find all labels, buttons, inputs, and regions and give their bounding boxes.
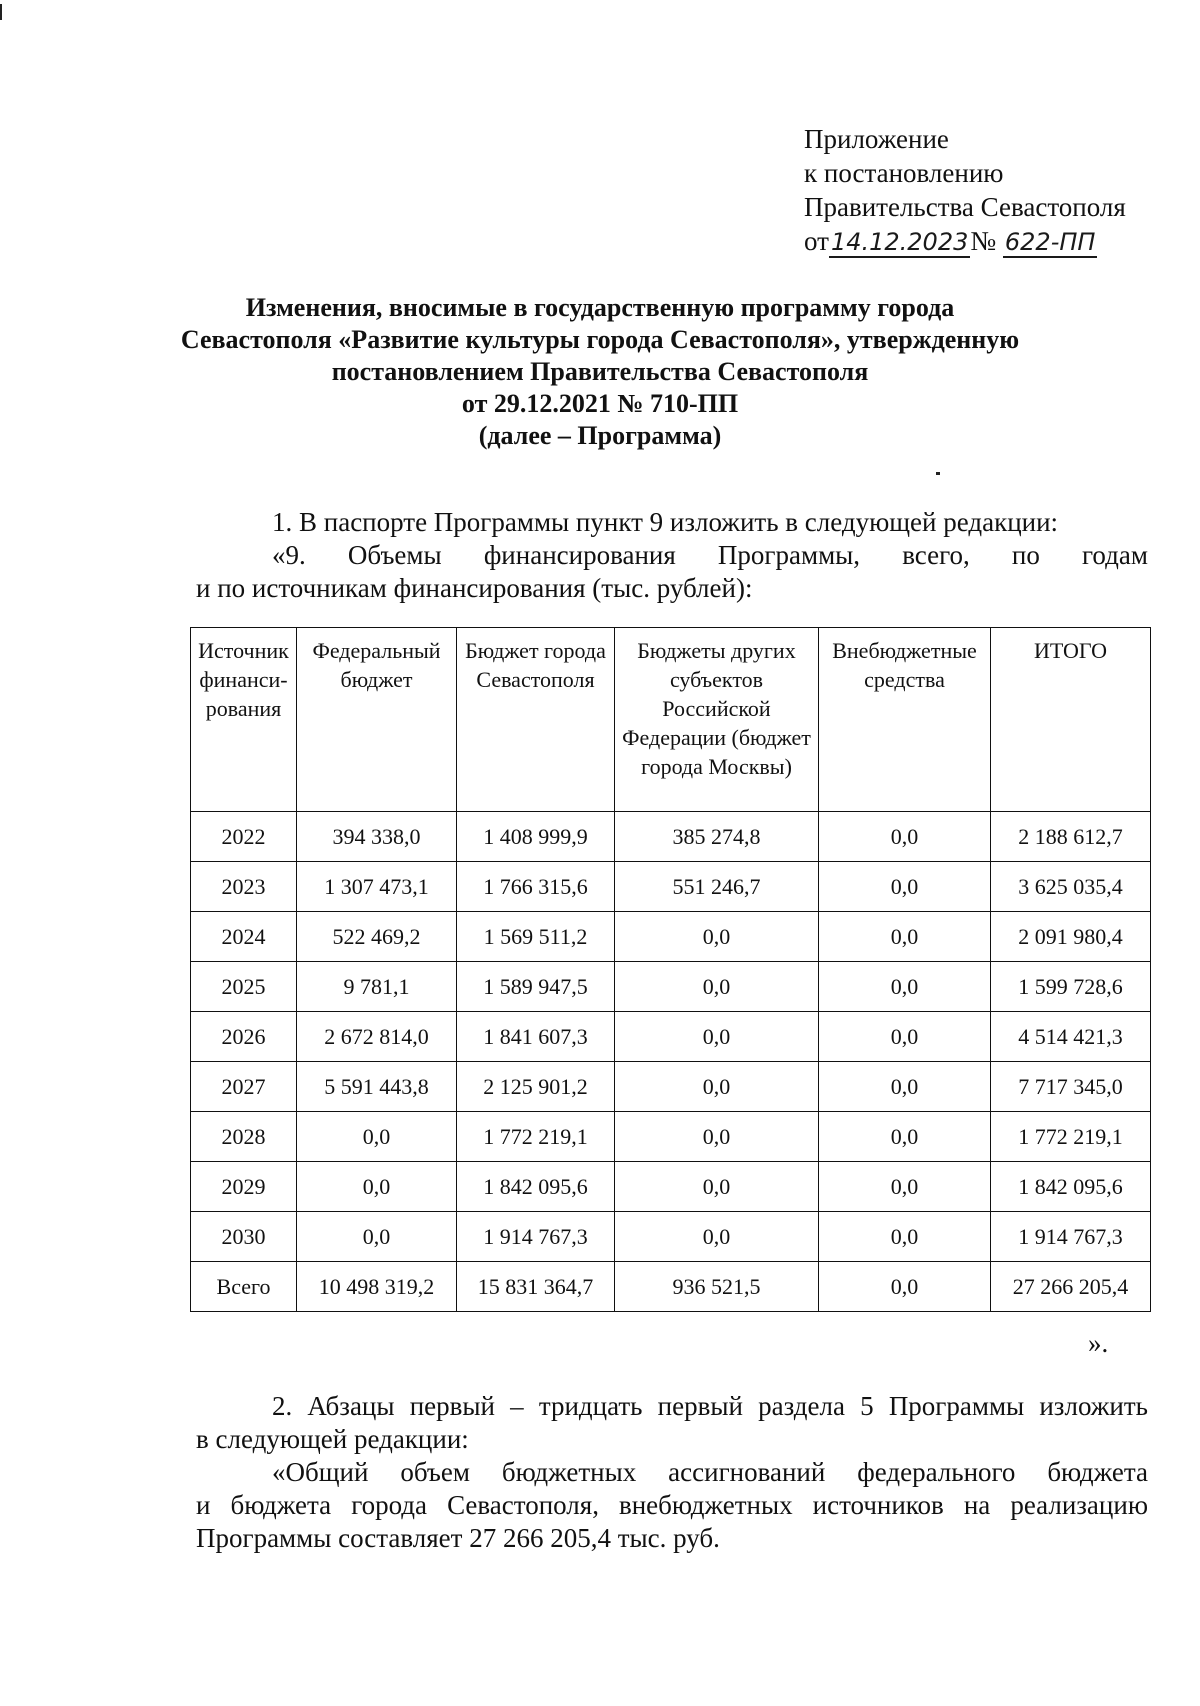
section1-word: финансирования (483, 540, 676, 570)
table-header-row (191, 628, 1151, 812)
header-total: ИТОГО (991, 628, 1151, 812)
table-row (191, 962, 1151, 1012)
cell-extra: 0,0 (819, 1112, 991, 1162)
cell-federal: 5 591 443,8 (297, 1062, 457, 1112)
cell-extra: 0,0 (819, 1162, 991, 1212)
section2-word: и (196, 1490, 211, 1520)
section2-word: «Общий (272, 1457, 369, 1487)
cell-extra: 0,0 (819, 1212, 991, 1262)
cell-federal: 0,0 (297, 1162, 457, 1212)
cell-city: 2 125 901,2 (457, 1062, 615, 1112)
cell-year: 2026 (191, 1012, 297, 1062)
appendix-line-2: к постановлению (804, 158, 1004, 188)
cell-other: 0,0 (615, 1112, 819, 1162)
date-prefix: от (804, 226, 829, 256)
header-federal: Федеральный бюджет (297, 628, 457, 812)
section2-word: бюджета (230, 1490, 332, 1520)
cell-total-label: Всего (191, 1262, 297, 1312)
table-row (191, 1162, 1151, 1212)
cell-other: 551 246,7 (615, 862, 819, 912)
table-row (191, 1062, 1151, 1112)
section1-word: по (1011, 540, 1040, 570)
section2-line-3 (272, 1456, 1148, 1488)
header-source: Источник финанси- рования (191, 628, 297, 812)
cell-total: 1 772 219,1 (991, 1112, 1151, 1162)
section1-word: всего, (902, 540, 970, 570)
section2-word: Программы (888, 1391, 1025, 1421)
cell-federal: 522 469,2 (297, 912, 457, 962)
section2-word: ассигнований (668, 1457, 826, 1487)
section2-word: 2. (272, 1391, 293, 1421)
cell-year: 2024 (191, 912, 297, 962)
section2-word: объем (400, 1457, 470, 1487)
cell-total: 1 914 767,3 (991, 1212, 1151, 1262)
section2-word: первый (657, 1391, 743, 1421)
cell-extra: 0,0 (819, 1062, 991, 1112)
cell-total: 7 717 345,0 (991, 1062, 1151, 1112)
cell-extra: 0,0 (819, 1012, 991, 1062)
appendix-line-3: Правительства Севастополя (804, 192, 1126, 222)
cell-federal: 2 672 814,0 (297, 1012, 457, 1062)
document-title (140, 292, 1060, 452)
cell-year: 2029 (191, 1162, 297, 1212)
section2-word: федерального (857, 1457, 1016, 1487)
cell-total: 2 091 980,4 (991, 912, 1151, 962)
scan-speck (936, 472, 940, 475)
section1-word: годам (1082, 540, 1148, 570)
table-row (191, 862, 1151, 912)
cell-other: 0,0 (615, 1162, 819, 1212)
section2-word: внебюджетных (618, 1490, 793, 1520)
section1-word: Программы, (717, 540, 861, 570)
cell-other: 0,0 (615, 1012, 819, 1062)
section1-word: «9. (272, 540, 306, 570)
cell-city: 1 842 095,6 (457, 1162, 615, 1212)
cell-other: 385 274,8 (615, 812, 819, 862)
cell-year: 2027 (191, 1062, 297, 1112)
cell-city: 1 766 315,6 (457, 862, 615, 912)
cell-extra: 0,0 (819, 912, 991, 962)
section2-word: 5 (860, 1391, 874, 1421)
cell-federal: 9 781,1 (297, 962, 457, 1012)
section2-word: Севастополя, (447, 1490, 599, 1520)
cell-year: 2023 (191, 862, 297, 912)
title-line-2: Севастополя «Развитие культуры города Севастополя», утвержденную (180, 325, 1020, 354)
section1-word: Объемы (347, 540, 442, 570)
appendix-line-1: Приложение (804, 124, 949, 154)
section2-word: источников (812, 1490, 944, 1520)
section2-word: изложить (1039, 1391, 1148, 1421)
section2-word: бюджета (1047, 1457, 1148, 1487)
financing-table (190, 627, 1151, 1312)
section2-word: Абзацы (307, 1391, 395, 1421)
cell-federal: 1 307 473,1 (297, 862, 457, 912)
cell-extra: 0,0 (819, 862, 991, 912)
section1-line-1: 1. В паспорте Программы пункт 9 изложить в следующей редакции: (272, 507, 1059, 537)
cell-city: 1 589 947,5 (457, 962, 615, 1012)
cell-federal: 0,0 (297, 1212, 457, 1262)
header-other-subjects: Бюджеты других субъектов Российской Федерации (бюджет города Москвы) (615, 628, 819, 812)
cell-year: 2022 (191, 812, 297, 862)
cell-other: 0,0 (615, 1212, 819, 1262)
cell-total: 1 599 728,6 (991, 962, 1151, 1012)
section1-line-3: и по источникам финансирования (тыс. рублей): (196, 573, 753, 603)
section2-line-5: Программы составляет 27 266 205,4 тыс. руб. (196, 1523, 720, 1553)
scan-edge-mark (0, 4, 2, 20)
title-line-3: постановлением Правительства Севастополя (331, 357, 869, 386)
title-line-1: Изменения, вносимые в государственную программу города (245, 293, 955, 322)
cell-total: 2 188 612,7 (991, 812, 1151, 862)
appendix-block (804, 122, 1126, 259)
cell-other: 0,0 (615, 962, 819, 1012)
section2-word: бюджетных (501, 1457, 637, 1487)
cell-city: 1 841 607,3 (457, 1012, 615, 1062)
appendix-date-line (804, 224, 1126, 259)
header-city: Бюджет города Севастополя (457, 628, 615, 812)
section2-line-4 (196, 1489, 1148, 1521)
table-row (191, 1212, 1151, 1262)
cell-total: 1 842 095,6 (991, 1162, 1151, 1212)
cell-total: 3 625 035,4 (991, 862, 1151, 912)
title-line-4: от 29.12.2021 № 710-ПП (461, 389, 739, 418)
table-row (191, 1012, 1151, 1062)
cell-extra: 0,0 (819, 962, 991, 1012)
table-row (191, 1112, 1151, 1162)
cell-year: 2025 (191, 962, 297, 1012)
title-line-5: (далее – Программа) (478, 421, 722, 450)
section2-line-2: в следующей редакции: (196, 1424, 469, 1454)
header-extrabudgetary: Внебюджетные средства (819, 628, 991, 812)
cell-year: 2028 (191, 1112, 297, 1162)
handwritten-number: 622-ПП (1004, 228, 1096, 256)
table-row (191, 812, 1151, 862)
cell-city: 1 408 999,9 (457, 812, 615, 862)
closing-quote: ». (1088, 1328, 1109, 1358)
cell-year: 2030 (191, 1212, 297, 1262)
cell-extra: 0,0 (819, 1262, 991, 1312)
cell-total: 4 514 421,3 (991, 1012, 1151, 1062)
section2-word: тридцать (538, 1391, 643, 1421)
table-total-row (191, 1262, 1151, 1312)
cell-total: 27 266 205,4 (991, 1262, 1151, 1312)
cell-federal: 10 498 319,2 (297, 1262, 457, 1312)
section2-word: города (351, 1490, 428, 1520)
cell-federal: 394 338,0 (297, 812, 457, 862)
number-prefix: № (970, 226, 997, 256)
cell-city: 15 831 364,7 (457, 1262, 615, 1312)
table-row (191, 912, 1151, 962)
cell-city: 1 569 511,2 (457, 912, 615, 962)
cell-city: 1 772 219,1 (457, 1112, 615, 1162)
section2-word: первый (409, 1391, 495, 1421)
cell-federal: 0,0 (297, 1112, 457, 1162)
cell-city: 1 914 767,3 (457, 1212, 615, 1262)
section2-word: – (510, 1391, 524, 1421)
section2-word: раздела (758, 1391, 845, 1421)
section2-word: реализацию (1010, 1490, 1148, 1520)
cell-other: 0,0 (615, 1062, 819, 1112)
handwritten-date: 14.12.2023 (830, 228, 969, 256)
section1-line-2 (272, 539, 1148, 571)
section2-line-1 (272, 1390, 1148, 1422)
cell-other: 936 521,5 (615, 1262, 819, 1312)
section2-word: на (963, 1490, 991, 1520)
cell-extra: 0,0 (819, 812, 991, 862)
cell-other: 0,0 (615, 912, 819, 962)
